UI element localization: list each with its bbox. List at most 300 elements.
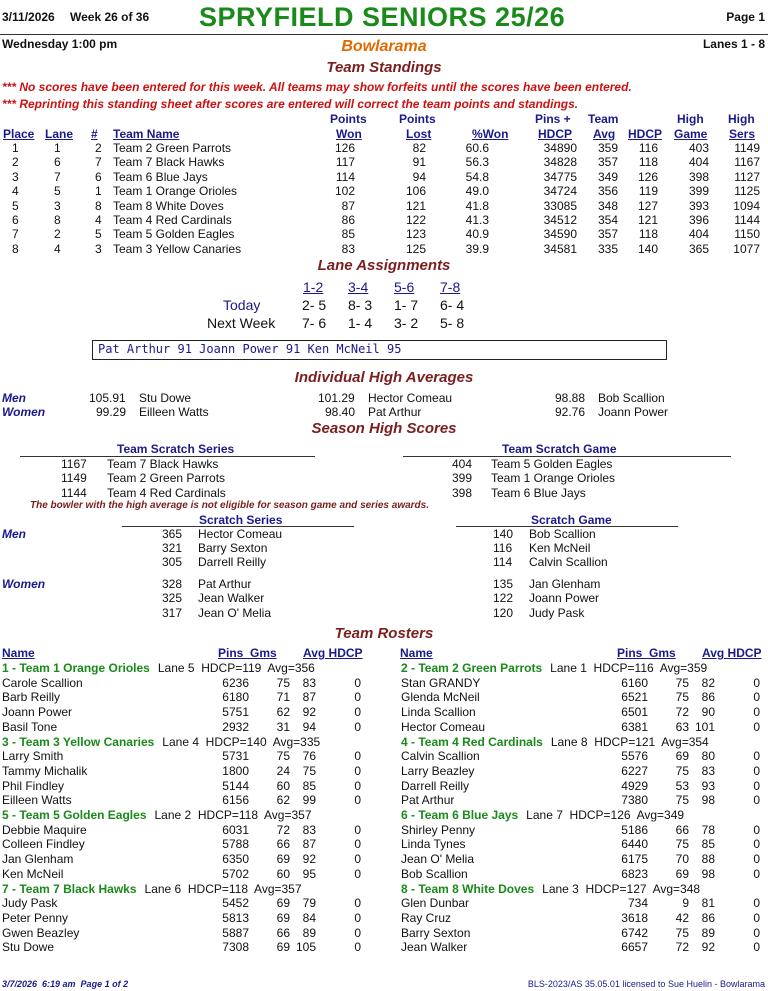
standings-cell-hs: 1144 — [734, 213, 760, 227]
roster-cell-pins: 7380 — [621, 793, 648, 808]
roster-team-title: 4 - Team 4 Red Cardinals — [401, 734, 543, 749]
col-num: # — [91, 127, 98, 141]
score-value: 1149 — [61, 471, 87, 485]
roster-cell-name: Tammy Michalik — [2, 763, 88, 778]
roster-team-info: Lane 8 HDCP=121 Avg=354 — [550, 734, 709, 749]
standings-cell-team: Team 2 Green Parrots — [113, 141, 232, 155]
roster-cell-avg: 85 — [302, 778, 316, 793]
score-value: 1167 — [61, 457, 87, 471]
score-value: 140 — [493, 527, 514, 541]
roster-cell-hdcp: 0 — [354, 910, 361, 925]
standings-row — [0, 227, 768, 241]
roster-cell-avg: 95 — [302, 866, 316, 881]
standings-cell-num: 7 — [95, 155, 102, 170]
next-pair-3: 3- 2 — [394, 315, 419, 331]
roster-cell-gms: 66 — [276, 925, 290, 940]
roster-cell-avg: 79 — [302, 896, 316, 911]
roster-team-info: Lane 3 HDCP=127 Avg=348 — [542, 881, 701, 896]
league-title: SPRYFIELD SENIORS 25/26 — [199, 2, 566, 32]
standings-cell-pins: 33085 — [543, 198, 577, 213]
standings-cell-pins: 34775 — [543, 169, 577, 184]
roster-cell-avg: 94 — [302, 719, 316, 734]
roster-cell-avg: 98 — [701, 866, 715, 881]
score-value: 135 — [493, 577, 514, 591]
roster-cell-gms: 24 — [276, 763, 290, 778]
standings-cell-won: 86 — [341, 213, 355, 227]
roster-team-title: 2 - Team 2 Green Parrots — [401, 661, 543, 675]
roster-cell-name: Barb Reilly — [2, 690, 61, 705]
roster-cell-avg: 98 — [701, 793, 715, 808]
roster-cell-avg: 92 — [701, 940, 715, 955]
roster-cell-name: Stu Dowe — [2, 940, 55, 955]
standings-row — [0, 242, 768, 256]
roster-cell-name: Phil Findley — [2, 778, 65, 793]
footer-printed: 3/7/2026 6:19 am Page 1 of 2 — [2, 979, 129, 989]
roster-cell-hdcp: 0 — [354, 866, 361, 881]
standings-cell-avg: 349 — [597, 169, 618, 184]
roster-cell-hdcp: 0 — [753, 925, 760, 940]
roster-player-row — [0, 690, 768, 704]
next-pair-2: 1- 4 — [348, 315, 373, 331]
roster-cell-pins: 5887 — [222, 925, 249, 940]
roster-cell-gms: 75 — [675, 675, 689, 690]
standings-cell-avg: 356 — [597, 184, 618, 199]
roster-cell-avg: 99 — [302, 793, 316, 808]
roster-cell-avg: 89 — [701, 925, 715, 940]
roster-cell-avg: 93 — [701, 778, 715, 793]
roster-cell-gms: 72 — [675, 940, 689, 955]
standings-title: Team Standings — [326, 59, 442, 76]
standings-cell-team: Team 7 Black Hawks — [113, 155, 225, 170]
bowler-name: Stu Dowe — [139, 391, 192, 405]
roster-cell-name: Shirley Penny — [401, 822, 476, 837]
roster-cell-avg: 87 — [302, 837, 316, 852]
season-women-label: Women — [2, 577, 46, 591]
roster-left-name-header: Name — [2, 646, 35, 660]
roster-cell-name: Basil Tone — [2, 719, 58, 734]
standings-cell-pct: 39.9 — [465, 241, 489, 256]
col-points-won: Won — [336, 127, 362, 141]
roster-player-row — [0, 940, 768, 954]
roster-cell-pins: 6381 — [621, 719, 648, 734]
roster-cell-hdcp: 0 — [354, 705, 361, 719]
lane-pair-4: 7-8 — [440, 279, 461, 295]
standings-cell-lane: 1 — [54, 141, 61, 155]
today-pair-2: 8- 3 — [348, 297, 373, 313]
roster-player-row — [0, 749, 768, 763]
roster-team-title: 5 - Team 5 Golden Eagles — [2, 808, 147, 822]
standings-cell-pct: 60.6 — [465, 141, 489, 155]
score-value: 398 — [452, 486, 473, 500]
today-pair-3: 1- 7 — [394, 297, 419, 313]
roster-player-row — [0, 911, 768, 925]
warning-1: *** No scores have been entered for this week. All teams may show forfeits until the scores have been entered. — [2, 80, 632, 94]
roster-cell-name: Linda Scallion — [401, 705, 476, 719]
roster-cell-hdcp: 0 — [753, 896, 760, 911]
roster-cell-pins: 5813 — [222, 910, 249, 925]
avg-value: 98.88 — [555, 391, 586, 405]
roster-cell-hdcp: 0 — [354, 778, 361, 793]
standings-cell-hg: 404 — [688, 227, 709, 242]
roster-team-title: 7 - Team 7 Black Hawks — [2, 881, 137, 896]
roster-cell-pins: 6501 — [621, 705, 648, 719]
roster-cell-hdcp: 0 — [753, 778, 760, 793]
roster-right-pins-header: Pins Gms — [617, 646, 676, 660]
roster-left-pins-header: Pins Gms — [218, 646, 277, 660]
standings-cell-pct: 40.9 — [465, 227, 489, 242]
roster-cell-pins: 7308 — [222, 940, 249, 955]
standings-row — [0, 141, 768, 155]
roster-cell-gms: 72 — [276, 822, 290, 837]
standings-cell-hdcp: 118 — [638, 227, 658, 242]
roster-cell-gms: 69 — [276, 896, 290, 911]
roster-cell-avg: 83 — [701, 763, 715, 778]
roster-team-header — [0, 661, 768, 675]
standings-cell-pct: 54.8 — [465, 169, 489, 184]
roster-cell-pins: 2932 — [222, 719, 249, 734]
score-value: 365 — [162, 527, 183, 541]
roster-cell-pins: 6180 — [222, 690, 249, 705]
col-points-lost: Lost — [406, 127, 432, 141]
standings-cell-lane: 8 — [54, 213, 61, 227]
standings-row — [0, 170, 768, 184]
standings-cell-num: 5 — [95, 227, 102, 242]
roster-cell-avg: 83 — [302, 822, 316, 837]
standings-cell-lost: 125 — [405, 241, 426, 256]
standings-cell-lost: 94 — [412, 169, 426, 184]
roster-cell-avg: 76 — [302, 749, 316, 764]
roster-cell-gms: 75 — [675, 793, 689, 808]
week-label: Week 26 of 36 — [70, 10, 150, 24]
score-value: 120 — [493, 606, 514, 620]
next-week-label: Next Week — [207, 315, 276, 331]
roster-cell-avg: 75 — [302, 763, 316, 778]
roster-cell-hdcp: 0 — [354, 793, 361, 808]
roster-cell-avg: 90 — [701, 705, 715, 719]
standings-cell-lane: 6 — [54, 155, 61, 170]
standings-cell-won: 87 — [341, 198, 355, 213]
roster-cell-pins: 3618 — [621, 910, 648, 925]
roster-cell-name: Bob Scallion — [401, 866, 468, 881]
standings-row — [0, 213, 768, 227]
roster-cell-hdcp: 0 — [753, 940, 760, 955]
standings-cell-place: 2 — [12, 155, 19, 170]
roster-cell-hdcp: 0 — [354, 896, 361, 911]
roster-cell-avg: 83 — [302, 675, 316, 690]
standings-cell-pct: 41.8 — [465, 198, 489, 213]
roster-team-info: Lane 2 HDCP=118 Avg=357 — [154, 808, 312, 822]
standings-cell-num: 4 — [95, 213, 102, 227]
score-value: 116 — [493, 541, 513, 555]
standings-cell-team: Team 3 Yellow Canaries — [113, 241, 242, 256]
team-name: Team 5 Golden Eagles — [491, 457, 613, 471]
roster-player-row — [0, 823, 768, 837]
roster-cell-gms: 75 — [675, 837, 689, 852]
score-value: 328 — [162, 577, 183, 591]
standings-cell-hs: 1127 — [734, 169, 760, 184]
standings-cell-hdcp: 119 — [638, 184, 658, 199]
high-averages-title: Individual High Averages — [294, 369, 474, 386]
avg-value: 92.76 — [555, 405, 586, 419]
roster-cell-gms: 69 — [276, 940, 290, 955]
roster-cell-pins: 6657 — [621, 940, 648, 955]
roster-cell-hdcp: 0 — [354, 690, 361, 705]
roster-team-info: Lane 7 HDCP=126 Avg=349 — [526, 808, 685, 822]
standings-cell-team: Team 6 Blue Jays — [113, 169, 208, 184]
bowler-name: Eilleen Watts — [139, 405, 209, 419]
roster-team-title: 3 - Team 3 Yellow Canaries — [2, 734, 155, 749]
roster-cell-gms: 60 — [276, 866, 290, 881]
standings-cell-avg: 354 — [597, 213, 618, 227]
roster-cell-name: Pat Arthur — [401, 793, 455, 808]
roster-cell-pins: 5452 — [222, 896, 249, 911]
standings-cell-lost: 123 — [405, 227, 426, 242]
roster-player-row — [0, 779, 768, 793]
roster-cell-pins: 1800 — [222, 763, 249, 778]
roster-cell-name: Larry Smith — [2, 749, 64, 764]
col-high-sers: Sers — [729, 127, 756, 141]
standings-cell-hs: 1149 — [734, 141, 760, 155]
roster-cell-gms: 60 — [276, 778, 290, 793]
roster-cell-avg: 87 — [302, 690, 316, 705]
standings-cell-team: Team 8 White Doves — [113, 198, 224, 213]
roster-cell-avg: 82 — [701, 675, 715, 690]
roster-player-row — [0, 705, 768, 719]
team-name: Team 4 Red Cardinals — [107, 486, 226, 500]
standings-cell-lost: 82 — [412, 141, 426, 155]
standings-cell-num: 1 — [95, 184, 102, 199]
roster-player-row — [0, 793, 768, 807]
col-hdcp: HDCP — [628, 127, 663, 141]
col-high-sers-top: High — [728, 112, 755, 126]
roster-cell-hdcp: 0 — [354, 822, 361, 837]
bowler-name: Hector Comeau — [198, 527, 283, 541]
standings-cell-pct: 41.3 — [465, 213, 489, 227]
col-points-lost-top: Points — [399, 112, 436, 126]
standings-cell-hdcp: 118 — [638, 155, 658, 170]
roster-cell-avg: 101 — [694, 719, 715, 734]
scratch-game-title: Scratch Game — [531, 513, 612, 527]
standings-cell-hs: 1150 — [734, 227, 760, 242]
roster-cell-pins: 6227 — [621, 763, 648, 778]
roster-cell-name: Jan Glenham — [2, 852, 74, 866]
standings-cell-pins: 34512 — [543, 213, 577, 227]
roster-cell-name: Glen Dunbar — [401, 896, 470, 911]
roster-team-header — [0, 735, 768, 749]
page-number: Page 1 — [726, 10, 765, 24]
roster-cell-name: Hector Comeau — [401, 719, 486, 734]
roster-cell-pins: 6823 — [621, 866, 648, 881]
bowler-name: Judy Pask — [529, 606, 585, 620]
roster-cell-pins: 5702 — [222, 866, 249, 881]
roster-cell-gms: 69 — [276, 852, 290, 866]
col-team-avg: Avg — [593, 127, 616, 141]
col-team-name: Team Name — [113, 127, 180, 141]
next-pair-4: 5- 8 — [440, 315, 465, 331]
roster-cell-name: Larry Beazley — [401, 763, 475, 778]
col-high-game: Game — [674, 127, 708, 141]
score-value: 1144 — [61, 486, 87, 500]
team-name: Team 7 Black Hawks — [107, 457, 219, 471]
roster-team-title: 8 - Team 8 White Doves — [401, 881, 535, 896]
roster-cell-gms: 62 — [276, 705, 290, 719]
next-pair-1: 7- 6 — [302, 315, 327, 331]
roster-cell-name: Glenda McNeil — [401, 690, 480, 705]
rosters-title: Team Rosters — [334, 625, 434, 642]
bowler-name: Joann Power — [598, 405, 669, 419]
roster-cell-gms: 31 — [276, 719, 290, 734]
roster-cell-hdcp: 0 — [753, 675, 760, 690]
standings-row — [0, 199, 768, 213]
standings-cell-won: 117 — [335, 155, 355, 170]
standings-cell-lane: 4 — [54, 241, 61, 256]
bowler-name: Pat Arthur — [368, 405, 422, 419]
roster-cell-name: Carole Scallion — [2, 675, 83, 690]
standings-cell-lost: 121 — [405, 198, 426, 213]
roster-cell-gms: 53 — [675, 778, 689, 793]
day-time: Wednesday 1:00 pm — [2, 37, 118, 51]
roster-cell-avg: 92 — [302, 852, 316, 866]
score-value: 305 — [162, 555, 183, 569]
roster-cell-hdcp: 0 — [354, 749, 361, 764]
season-high-title: Season High Scores — [311, 420, 457, 437]
roster-cell-avg: 88 — [701, 852, 715, 866]
bowler-name: Jean O' Melia — [198, 606, 271, 620]
roster-cell-pins: 6160 — [621, 675, 648, 690]
standings-cell-hg: 404 — [688, 155, 709, 170]
col-points-won-top: Points — [330, 112, 367, 126]
note-box-text: Pat Arthur 91 Joann Power 91 Ken McNeil 95 — [98, 342, 402, 356]
bowler-name: Bob Scallion — [598, 391, 665, 405]
score-value: 321 — [162, 541, 183, 555]
roster-right-name-header: Name — [400, 646, 433, 660]
roster-cell-hdcp: 0 — [753, 763, 760, 778]
bowler-name: Bob Scallion — [529, 527, 596, 541]
score-value: 399 — [452, 471, 473, 485]
standings-cell-lost: 106 — [405, 184, 426, 199]
roster-cell-pins: 5144 — [222, 778, 249, 793]
roster-cell-gms: 72 — [675, 705, 689, 719]
standings-cell-avg: 359 — [597, 141, 618, 155]
standings-cell-lost: 122 — [405, 213, 426, 227]
roster-cell-hdcp: 0 — [354, 837, 361, 852]
roster-team-title: 6 - Team 6 Blue Jays — [401, 808, 519, 822]
standings-cell-num: 6 — [95, 169, 102, 184]
roster-cell-pins: 5788 — [222, 837, 249, 852]
standings-cell-won: 85 — [341, 227, 355, 242]
bowler-name: Darrell Reilly — [198, 555, 267, 569]
eligibility-note: The bowler with the high average is not eligible for season game and series awards. — [30, 500, 429, 511]
roster-player-row — [0, 764, 768, 778]
roster-cell-hdcp: 0 — [753, 690, 760, 705]
standings-cell-won: 83 — [341, 241, 355, 256]
roster-cell-pins: 6031 — [222, 822, 249, 837]
roster-player-row — [0, 896, 768, 910]
standings-cell-place: 3 — [12, 169, 19, 184]
roster-team-header — [0, 882, 768, 896]
roster-cell-gms: 69 — [276, 910, 290, 925]
standings-cell-hs: 1167 — [734, 155, 760, 170]
standings-cell-avg: 357 — [597, 227, 618, 242]
standings-cell-won: 102 — [334, 184, 355, 199]
score-value: 404 — [452, 457, 473, 471]
roster-cell-pins: 5731 — [222, 749, 249, 764]
roster-cell-name: Debbie Maquire — [2, 822, 87, 837]
roster-cell-hdcp: 0 — [753, 705, 760, 719]
roster-cell-pins: 6440 — [621, 837, 648, 852]
team-name: Team 1 Orange Orioles — [491, 471, 616, 485]
col-lane: Lane — [45, 127, 74, 141]
roster-cell-name: Darrell Reilly — [401, 778, 470, 793]
col-place: Place — [3, 127, 35, 141]
roster-cell-name: Colleen Findley — [2, 837, 85, 852]
roster-player-row — [0, 676, 768, 690]
roster-left-avg-header: Avg HDCP — [303, 646, 363, 660]
today-pair-1: 2- 5 — [302, 297, 327, 313]
score-value: 325 — [162, 591, 183, 605]
roster-cell-pins: 6156 — [222, 793, 249, 808]
roster-cell-gms: 69 — [675, 749, 689, 764]
roster-cell-gms: 69 — [675, 866, 689, 881]
standings-cell-hdcp: 116 — [638, 141, 658, 155]
roster-cell-hdcp: 0 — [354, 719, 361, 734]
roster-cell-name: Stan GRANDY — [401, 675, 481, 690]
lane-pair-3: 5-6 — [394, 279, 415, 295]
standings-cell-hs: 1125 — [734, 184, 760, 199]
roster-cell-name: Gwen Beazley — [2, 925, 80, 940]
roster-cell-avg: 85 — [701, 837, 715, 852]
score-value: 114 — [493, 555, 513, 569]
roster-player-row — [0, 852, 768, 866]
roster-cell-avg: 78 — [701, 822, 715, 837]
standings-cell-hg: 398 — [688, 169, 709, 184]
avg-value: 101.29 — [318, 391, 355, 405]
standings-cell-avg: 348 — [597, 198, 618, 213]
bowler-name: Pat Arthur — [198, 577, 252, 591]
roster-cell-avg: 80 — [701, 749, 715, 764]
standings-row — [0, 184, 768, 198]
roster-cell-name: Ray Cruz — [401, 910, 452, 925]
standings-cell-hs: 1094 — [733, 198, 760, 213]
standings-cell-num: 3 — [95, 241, 102, 256]
standings-cell-hdcp: 121 — [637, 213, 658, 227]
standings-cell-hg: 393 — [688, 198, 709, 213]
lane-pair-1: 1-2 — [303, 279, 324, 295]
roster-team-info: Lane 5 HDCP=119 Avg=356 — [157, 661, 315, 675]
standings-cell-hdcp: 140 — [637, 241, 658, 256]
roster-cell-pins: 4929 — [621, 778, 648, 793]
standings-cell-hs: 1077 — [733, 241, 760, 256]
standings-cell-team: Team 1 Orange Orioles — [113, 184, 238, 199]
roster-cell-name: Eilleen Watts — [2, 793, 72, 808]
avg-value: 98.40 — [325, 405, 356, 419]
standings-cell-hg: 403 — [688, 141, 709, 155]
roster-cell-name: Linda Tynes — [401, 837, 466, 852]
roster-cell-avg: 89 — [302, 925, 316, 940]
standings-cell-num: 2 — [95, 141, 102, 155]
standings-cell-lost: 91 — [412, 155, 426, 170]
roster-cell-pins: 6742 — [621, 925, 648, 940]
roster-cell-hdcp: 0 — [354, 763, 361, 778]
standings-cell-team: Team 4 Red Cardinals — [113, 213, 232, 227]
women-label: Women — [2, 405, 46, 419]
roster-player-row — [0, 837, 768, 851]
roster-cell-gms: 75 — [675, 925, 689, 940]
roster-right-avg-header: Avg HDCP — [702, 646, 762, 660]
season-men-label: Men — [2, 527, 26, 541]
col-high-game-top: High — [677, 112, 704, 126]
score-value: 122 — [493, 591, 514, 605]
